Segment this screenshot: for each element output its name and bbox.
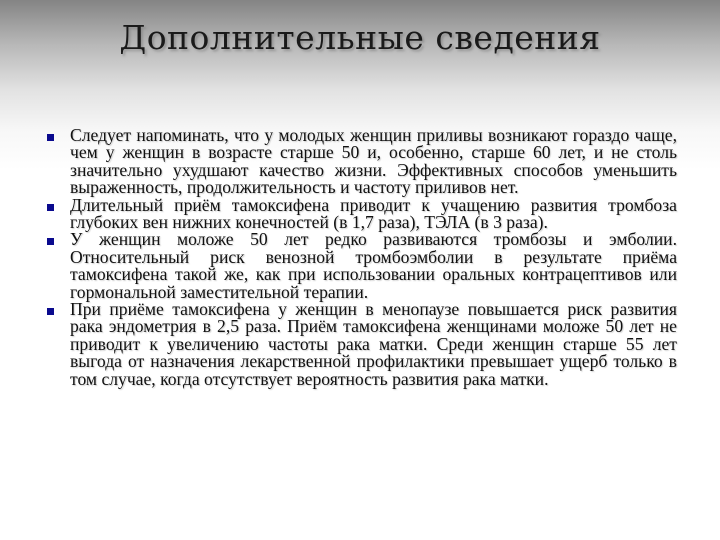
list-item-text: У женщин моложе 50 лет редко развиваются тромбозы и эмболии. Относительный риск венозной тромбоэмболии в результате приёма тамоксифена такой же, как при использовании оральных контрацептивов или гормональной заместительной терапии. <box>70 229 677 302</box>
list-item-text: При приёме тамоксифена у женщин в менопаузе повышается риск развития рака эндометрия в 2,5 раза. Приём тамоксифена женщинами моложе 50 лет не приводит к увеличению частоты рака матки. Среди женщин старше 55 лет выгода от назначения лекарственной профилактики превышает ущерб только в том случае, когда отсутствует вероятность развития рака матки. <box>70 299 677 389</box>
bullet-list <box>45 127 677 388</box>
square-bullet-icon <box>47 204 54 211</box>
list-item-text: Следует напоминать, что у молодых женщин приливы возникают гораздо чаще, чем у женщин в возрасте старше 50 и, особенно, старше 60 лет, и не столь значительно ухудшают качество жизни. Эффективных способов уменьшить выраженность, продолжительность и частоту приливов нет. <box>70 125 677 198</box>
list-item-text: Длительный приём тамоксифена приводит к учащению развития тромбоза глубоких вен нижних конечностей (в 1,7 раза), ТЭЛА (в 3 раза). <box>70 194 677 233</box>
square-bullet-icon <box>47 134 54 141</box>
list-item <box>45 194 677 233</box>
slide-title: Дополнительные сведения <box>119 18 601 57</box>
list-item <box>45 301 677 388</box>
list-item <box>45 127 677 197</box>
square-bullet-icon <box>47 238 54 245</box>
list-item <box>45 231 677 301</box>
square-bullet-icon <box>47 308 54 315</box>
